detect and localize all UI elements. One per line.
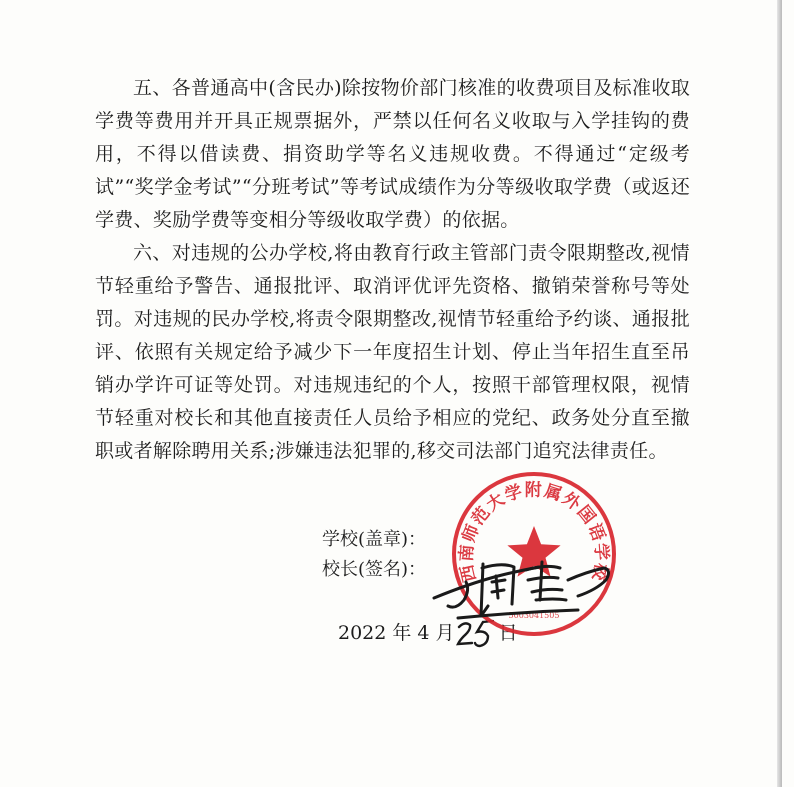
page-edge-shadow <box>777 0 782 787</box>
signature-block <box>322 525 426 585</box>
date-year-month: 2022 年 4 月 <box>338 622 455 644</box>
principal-signature-label: 校长(签名)： <box>322 559 427 580</box>
seal-text: 西南师范大学附属外国语学校 <box>456 480 612 584</box>
seal-serial: 5003041505 <box>508 611 560 620</box>
paragraph-five: 五、各普通高中(含民办)除按物价部门核准的收费项目及标准收取学费等费用并开具正规票据外，严禁以任何名义收取与入学挂钩的费用，不得以借读费、捐资助学等名义违规收费。不得通过“定级考试”“奖学金考试”“分班考试”等考试成绩作为分等级收取学费（或返还学费、奖励学费等变相分等级收取学费）的依据。 <box>95 77 690 231</box>
principal-signature <box>428 540 623 630</box>
school-seal-label: 学校(盖章)： <box>322 529 427 550</box>
document-body <box>95 72 690 468</box>
date-day-suffix: 日 <box>498 622 518 644</box>
paragraph-six: 六、对违规的公办学校,将由教育行政主管部门责令限期整改,视情节轻重给予警告、通报批评、取消评优评先资格、撤销荣誉称号等处罚。对违规的民办学校,将责令限期整改,视情节轻重给予约谈、通报批评、依照有关规定给予减少下一年度招生计划、停止当年招生直至吊销办学许可证等处罚。对违规违纪的个人，按照干部管理权限，视情节轻重对校长和其他直接责任人员给予相应的党纪、政务处分直至撤职或者解除聘用关系;涉嫌违法犯罪的,移交司法部门追究法律责任。 <box>95 242 690 462</box>
